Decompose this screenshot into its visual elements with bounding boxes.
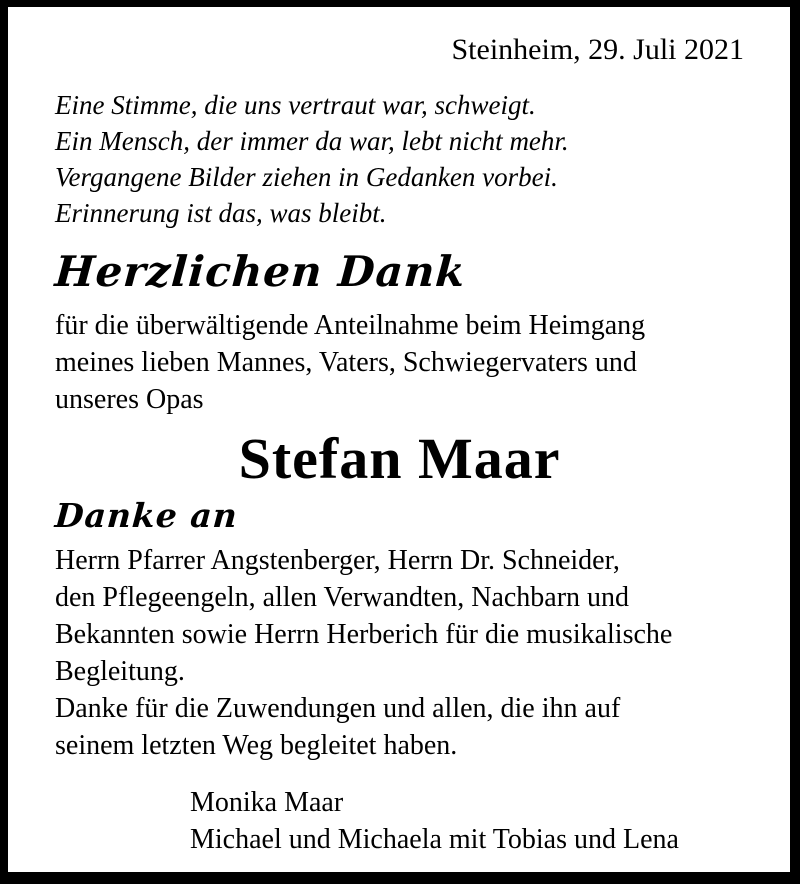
acknowledgement-line: seinem letzten Weg begleitet haben. <box>55 730 458 761</box>
poem-line: Vergangene Bilder ziehen in Gedanken vorbei. <box>55 162 558 192</box>
intro-line: meines lieben Mannes, Vaters, Schwiegervaters und <box>55 347 637 378</box>
signatures-block <box>190 784 744 858</box>
acknowledgement-line: Herrn Pfarrer Angstenberger, Herrn Dr. Schneider, <box>55 545 620 576</box>
intro-paragraph <box>55 307 744 418</box>
intro-line: unseres Opas <box>55 384 204 415</box>
acknowledgement-paragraph <box>55 542 744 764</box>
poem-line: Erinnerung ist das, was bleibt. <box>55 198 387 228</box>
intro-line: für die überwältigende Anteilnahme beim Heimgang <box>55 310 646 341</box>
deceased-name: Stefan Maar <box>238 426 561 491</box>
memorial-poem <box>55 87 744 231</box>
obituary-page <box>8 7 790 872</box>
acknowledgement-line: Bekannten sowie Herrn Herberich für die musikalische <box>55 619 673 650</box>
acknowledgement-line: Danke für die Zuwendungen und allen, die ihn auf <box>55 693 621 724</box>
dateline: Steinheim, 29. Juli 2021 <box>451 33 744 66</box>
poem-line: Ein Mensch, der immer da war, lebt nicht mehr. <box>55 126 569 156</box>
thanks-heading: Herzlichen Dank <box>53 247 468 296</box>
acknowledgement-line: Begleitung. <box>55 656 185 687</box>
thanks-to-heading: Danke an <box>53 496 240 535</box>
signature-line: Monika Maar <box>190 787 344 818</box>
signature-line: Michael und Michaela mit Tobias und Lena <box>190 824 679 855</box>
poem-line: Eine Stimme, die uns vertraut war, schweigt. <box>55 90 536 120</box>
acknowledgement-line: den Pflegeengeln, allen Verwandten, Nachbarn und <box>55 582 630 613</box>
